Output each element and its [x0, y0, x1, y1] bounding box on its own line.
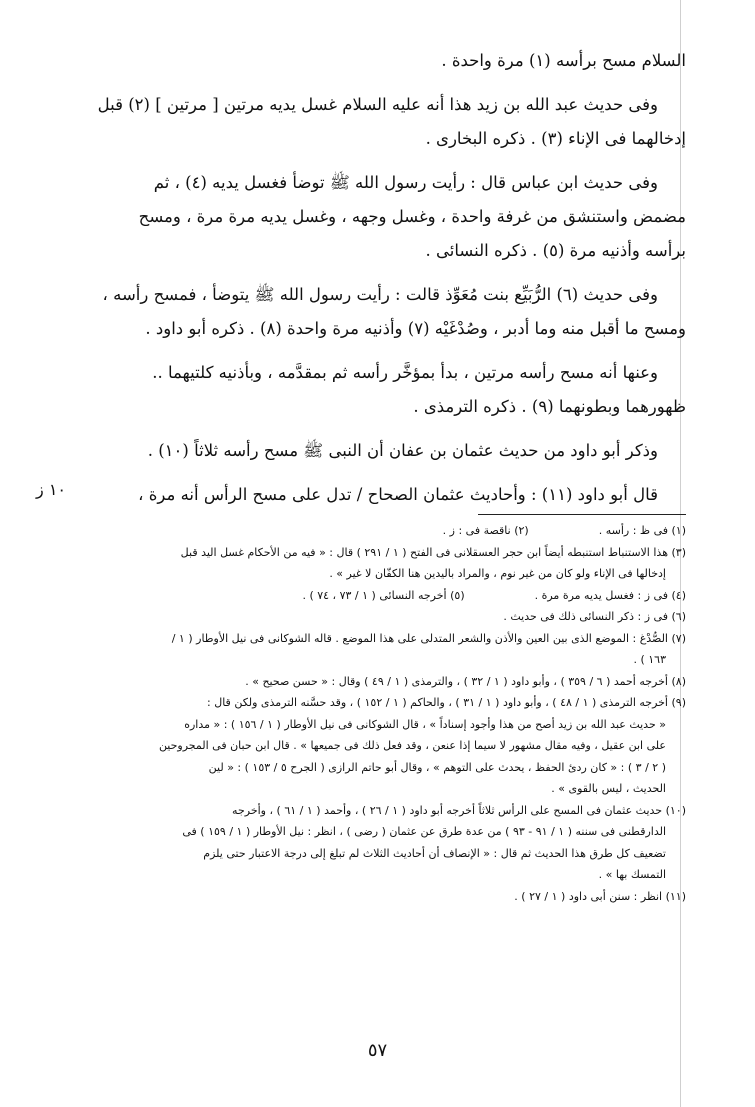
footnote-text: (٩) أخرجه الترمذى ( ١ / ٤٨ ) ، وأبو داود ( ١ / ٣١ ) ، والحاكم ( ١ / ١٥٢ ) ، وقد حسَّنه الترمذى ولكن قال : — [207, 696, 686, 709]
footnote-text: (٧) الصُّدْغ : الموضع الذى بين العين والأذن والشعر المتدلى على هذا الموضع . قاله الشوكانى فى نيل الأوطار ( ١ / — [171, 631, 686, 645]
footnote: (٤) فى ز : فغسل يديه مرة مرة . — [534, 588, 686, 602]
footnote — [70, 800, 686, 886]
footnote-continuation: التمسك بها » . — [598, 868, 666, 881]
paragraph: وعنها أنه مسح رأسه مرتين ، بدأ بمؤخَّر رأسه ثم بمقدَّمه ، وبأذنيه كلتيهما .. ظهورهما وبطونهما (٩) . ذكره الترمذى . — [152, 363, 686, 416]
footnote-continuation: ١٦٣ ) . — [633, 653, 666, 666]
footnote: (١١) انظر : سنن أبى داود ( ١ / ٢٧ ) . — [514, 889, 686, 903]
margin-reference: ١٠ ز — [36, 480, 66, 499]
footnote — [70, 692, 686, 800]
footnote: (١) فى ظ : رأسه . — [598, 524, 686, 537]
paragraph: وفى حديث عبد الله بن زيد هذا أنه عليه السلام غسل يديه مرتين [ مرتين ] (٢) قبل إدخالهما فى الإناء (٣) . ذكره البخارى . — [97, 95, 686, 148]
main-text — [96, 44, 686, 522]
footnote-separator — [478, 514, 686, 515]
footnote-continuation: على ابن عقيل ، وفيه مقال مشهور لا سيما إذا عنعن ، وقد فعل ذلك فى جميعها » . قال ابن حبان فى المجروحين — [158, 739, 666, 752]
footnote-text: (١٠) حديث عثمان فى المسح على الرأس ثلاثاً أخرجه أبو داود ( ١ / ٢٦ ) ، وأحمد ( ١ / ٦١ ) ، وأخرجه — [232, 803, 686, 817]
footnote-continuation: الحديث ، ليس بالقوى » . — [551, 782, 666, 795]
footnote-continuation: « حديث عبد الله بن زيد أصح من هذا وأجود إسناداً » ، قال الشوكانى فى نيل الأوطار ( ١ / ١٥٦ ) : « مداره — [184, 717, 666, 731]
footnote-text: (٣) هذا الاستنباط استنبطه أيضاً ابن حجر العسقلانى فى الفتح ( ١ / ٢٩١ ) قال : « فيه من الأحكام غسل اليد قبل — [180, 545, 686, 559]
footnote-row — [70, 585, 686, 607]
paragraph: وفى حديث ابن عباس قال : رأيت رسول الله ﷺ توضأ فغسل يديه (٤) ، ثم مضمض واستنشق من غرفة واحدة ، وغسل وجهه ، وغسل يديه مرة مرة ، ومسح برأسه وأذنيه مرة (٥) . ذكره النسائى . — [138, 173, 686, 260]
footnote — [70, 628, 686, 671]
footnote-continuation: الدارقطنى فى سننه ( ١ / ٩١ - ٩٣ ) من عدة طرق عن عثمان ( رضى ) ، انظر : نيل الأوطار ( ١ / ١٥٩ ) فى — [182, 825, 666, 838]
footnotes — [70, 520, 686, 907]
paragraph: السلام مسح برأسه (١) مرة واحدة . — [441, 51, 686, 70]
paragraph: وذكر أبو داود من حديث عثمان بن عفان أن النبى ﷺ مسح رأسه ثلاثاً (١٠) . — [147, 441, 658, 460]
footnote: (٥) أخرجه النسائى ( ١ / ٧٣ ، ٧٤ ) . — [302, 588, 465, 602]
paragraph: وفى حديث (٦) الرُّبَيِّع بنت مُعَوِّذ قالت : رأيت رسول الله ﷺ يتوضأ ، فمسح رأسه ، ومسح ما أقبل منه وما أدبر ، وصُدْغَيْه (٧) وأذنيه مرة واحدة (٨) . ذكره أبو داود . — [102, 285, 686, 338]
paragraph: قال أبو داود (١١) : وأحاديث عثمان الصحاح / تدل على مسح الرأس أنه مرة ، — [138, 485, 658, 504]
page-number: ٥٧ — [367, 1040, 388, 1061]
footnote: (٨) أخرجه أحمد ( ٦ / ٣٥٩ ) ، وأبو داود ( ١ / ٣٢ ) ، والترمذى ( ١ / ٤٩ ) وقال : « حسن صحيح » . — [245, 674, 686, 688]
footnote: (٦) فى ز : ذكر النسائى ذلك فى حديث . — [503, 610, 686, 623]
footnote-continuation: إدخالها فى الإناء ولو كان من غير نوم ، والمراد باليدين هنا الكفّان لا غير » . — [329, 567, 666, 580]
footnote-continuation: ( ٢ / ٣ ) : « كان ردئ الحفظ ، يحدث على التوهم » ، وقال أبو حاتم الرازى ( الجرح ٥ / ١٥٣ ) : « لين — [208, 760, 666, 774]
footnote-row — [70, 520, 686, 542]
footnote: (٢) ناقصة فى : ز . — [442, 524, 529, 537]
footnote-continuation: تضعيف كل طرق هذا الحديث ثم قال : « الإنصاف أن أحاديث الثلاث لم تبلغ إلى درجة الاعتبار حتى يلزم — [203, 846, 666, 860]
footnote — [70, 542, 686, 585]
